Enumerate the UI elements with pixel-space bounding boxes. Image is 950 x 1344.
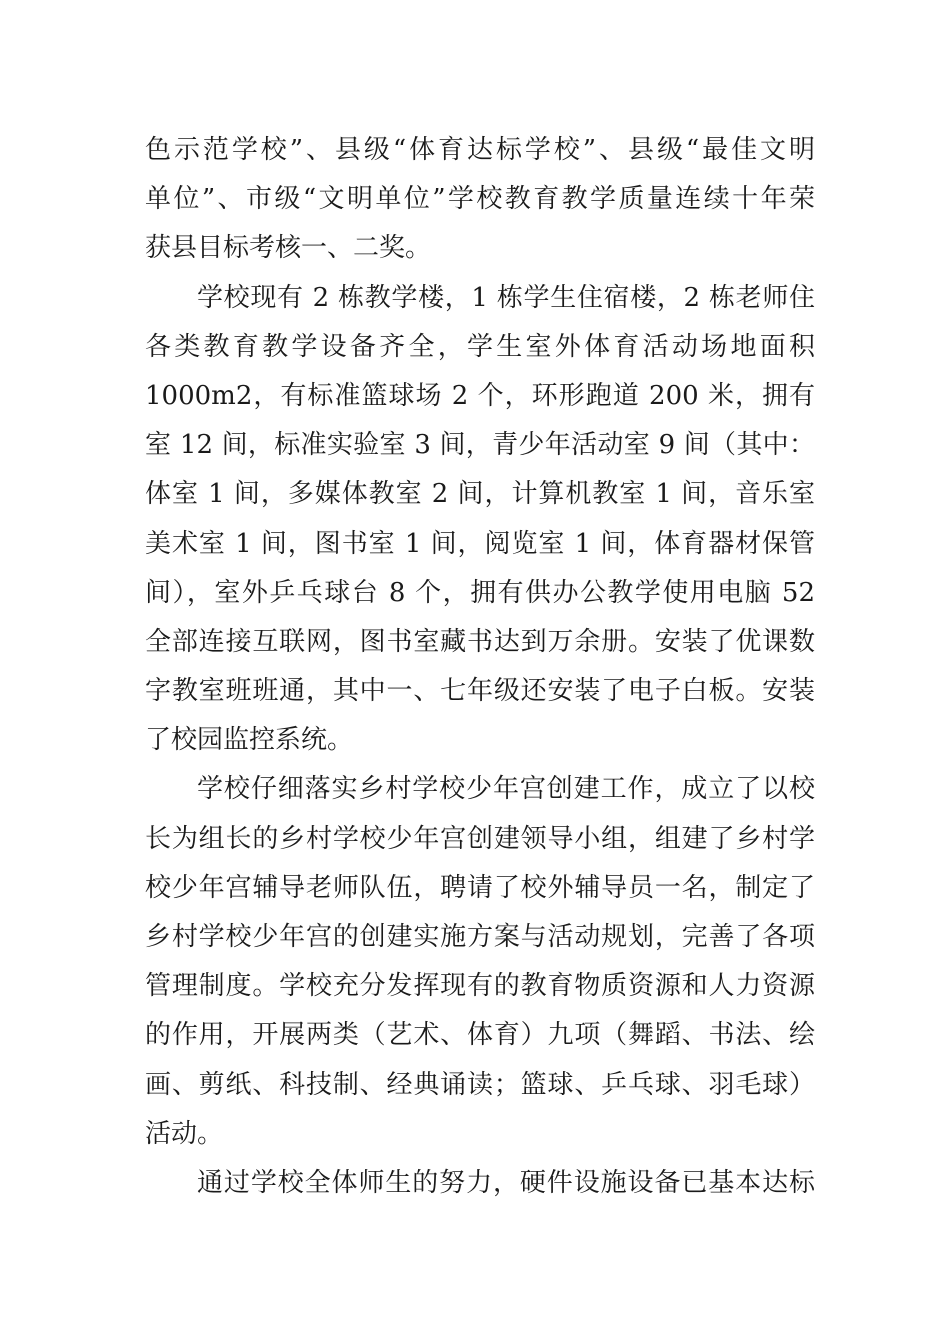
text-line: 间），室外乒乓球台 8 个，拥有供办公教学使用电脑 52 xyxy=(145,577,815,608)
text-line: 美术室 1 间，图书室 1 间，阅览室 1 间，体育器材保管 xyxy=(145,528,815,559)
text-line: 画、剪纸、科技制、经典诵读；篮球、乒乓球、羽毛球） xyxy=(145,1069,815,1100)
text-line: 的作用，开展两类（艺术、体育）九项（舞蹈、书法、绘 xyxy=(145,1020,815,1051)
text-line: 各类教育教学设备齐全，学生室外体育活动场地面积 xyxy=(145,331,815,362)
text-line: 单位”、市级“文明单位”学校教育教学质量连续十年荣 xyxy=(145,184,815,215)
text-line: 学校现有 2 栋教学楼，1 栋学生住宿楼，2 栋老师住 xyxy=(197,282,815,313)
text-line: 色示范学校”、县级“体育达标学校”、县级“最佳文明 xyxy=(145,135,815,165)
text-line: 获县目标考核一、二奖。 xyxy=(145,233,432,264)
text-line: 校少年宫辅导老师队伍，聘请了校外辅导员一名，制定了 xyxy=(145,872,815,903)
text-line: 室 12 间，标准实验室 3 间，青少年活动室 9 间（其中： xyxy=(145,430,815,461)
text-line: 活动。 xyxy=(145,1118,224,1149)
text-line: 乡村学校少年宫的创建实施方案与活动规划，完善了各项 xyxy=(145,922,815,952)
text-line: 体室 1 间，多媒体教室 2 间，计算机教室 1 间，音乐室 xyxy=(145,479,815,510)
text-line: 管理制度。学校充分发挥现有的教育物质资源和人力资源 xyxy=(145,971,815,1002)
text-line: 字教室班班通，其中一、七年级还安装了电子白板。安装 xyxy=(145,676,815,707)
text-line: 学校仔细落实乡村学校少年宫创建工作，成立了以校 xyxy=(197,774,815,805)
text-line: 长为组长的乡村学校少年宫创建领导小组，组建了乡村学 xyxy=(145,823,815,854)
text-line: 了校园监控系统。 xyxy=(145,725,354,756)
text-line: 通过学校全体师生的努力，硬件设施设备已基本达标 xyxy=(197,1167,815,1198)
text-line: 1000m2，有标准篮球场 2 个，环形跑道 200 米，拥有 xyxy=(145,380,815,411)
body-text xyxy=(145,126,815,1208)
text-line: 全部连接互联网，图书室藏书达到万余册。安装了优课数 xyxy=(145,626,815,657)
